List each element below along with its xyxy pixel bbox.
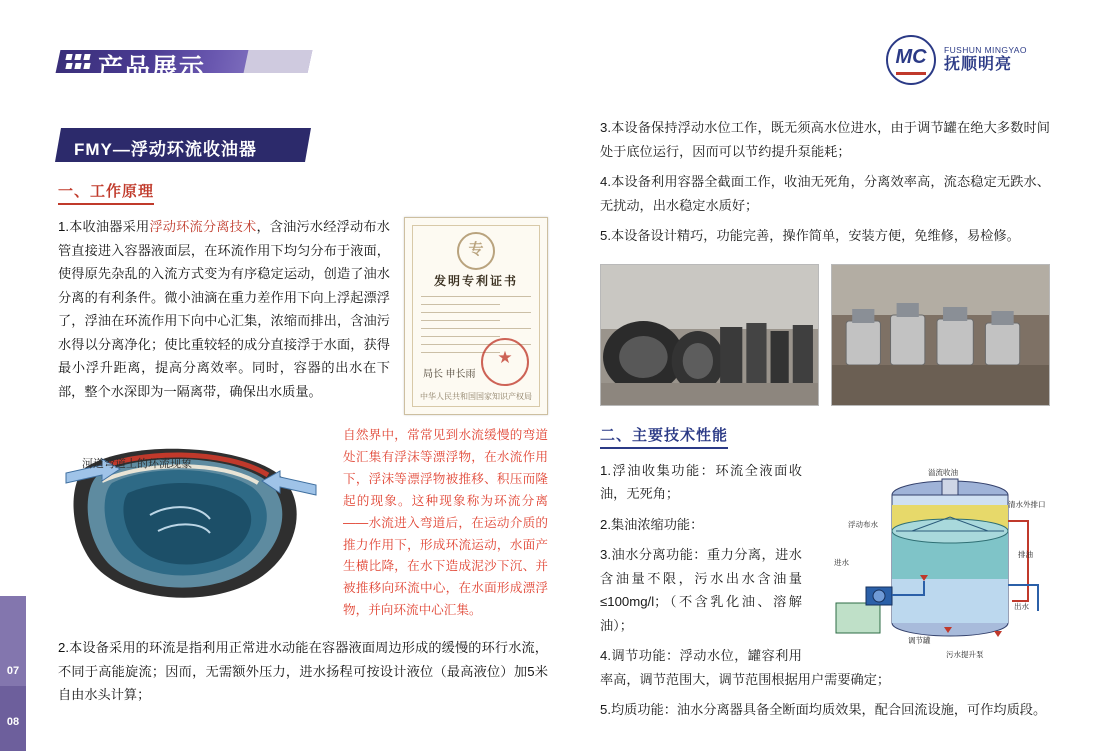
svg-text:污水提升泵: 污水提升泵 (946, 649, 984, 659)
svg-text:清水外排口: 清水外排口 (1008, 499, 1046, 509)
paragraph-1-prefix: 1.本收油器采用 (58, 219, 150, 234)
tech-point-3: 3.本设备保持浮动水位工作，既无须高水位进水，由于调节罐在绝大多数时间处于底位运行，因而可以节约提升泵能耗； (600, 120, 1050, 159)
section-heading-tech-performance-text: 二、主要技术性能 (600, 424, 728, 449)
logo-mark-icon (886, 35, 936, 85)
header-banner (58, 40, 310, 82)
header-banner-bar-light (244, 50, 313, 73)
right-column (600, 116, 1050, 729)
paragraph-1-rest: ，含油污水经浮动布水管直接进入容器液面层，在环流作用下均匀分布于液面，使得原先杂乱的入流方式变为有序稳定运动，创造了油水分离的有利条件。微小油滴在重力差作用下向上浮起漂浮了，浮油在环流作用下向中心汇集，浓缩而排出，含油污水得以分离净化；使比重较轻的成分直接浮于水面，获得最小浮升距离，提高分离效率。同时，容器的出水在下部，整个水深即为一隔离带，确保出水质量。 (58, 219, 390, 399)
riverbend-illustration (58, 423, 328, 613)
paragraph-1-highlight: 浮动环流分离技术 (149, 219, 257, 234)
paragraph-2: 2.本设备采用的环流是指利用正常进水动能在容器液面周边形成的缓慢的环行水流，不同于高能旋流；因而，无需额外压力，进水扬程可按设计液位（最高液位）加5米自由水头计算； (58, 640, 548, 703)
logo-text (944, 45, 1027, 76)
certificate-seal-icon (481, 338, 529, 386)
page-edge-strip (0, 0, 26, 751)
svg-text:进水: 进水 (834, 557, 849, 567)
svg-text:溢流收油: 溢流收油 (928, 467, 958, 477)
tank-schematic (812, 461, 1050, 666)
photo-pipes-art (601, 265, 818, 405)
svg-text:排油: 排油 (1018, 549, 1033, 559)
tank-schematic-svg (812, 461, 1050, 666)
logo-chinese: 抚顺明亮 (944, 56, 1013, 74)
certificate-emblem-icon: 专 (457, 232, 495, 270)
section-heading-tech-performance (600, 424, 1050, 449)
photo-gallery (600, 264, 1050, 406)
certificate-signature: 局长 申长雨 (423, 369, 476, 380)
svg-text:调节罐: 调节罐 (908, 635, 931, 645)
tech-points-top (600, 116, 1050, 248)
photo-equipment (831, 264, 1050, 406)
tech-point-5: 5.本设备设计精巧，功能完善，操作简单，安装方便，免维修，易检修。 (600, 228, 1020, 243)
photo-equipment-art (832, 265, 1049, 405)
company-logo (886, 34, 1056, 86)
riverbend-svg (58, 423, 328, 613)
certificate-issuer: 中华人民共和国国家知识产权局 (420, 392, 532, 401)
patent-certificate (404, 217, 548, 415)
logo-mark-letters: MC (895, 46, 927, 68)
tech-point-4: 4.本设备利用容器全截面工作，收油无死角，分离效率高，流态稳定无跌水、无扰动，出水稳定水质好； (600, 174, 1050, 213)
svg-text:出水: 出水 (1014, 601, 1029, 611)
svg-text:浮动布水: 浮动布水 (848, 519, 878, 529)
page-number-07: 07 (6, 665, 20, 677)
section-heading-working-principle (58, 180, 548, 205)
perf-point-4: 4.调节功能：浮动水位，罐容利用率高，调节范围大，调节范围根据用户需要确定； (600, 648, 891, 687)
header-decor-dots-icon (66, 54, 92, 70)
photo-pipes (600, 264, 819, 406)
edge-block-top (0, 0, 26, 596)
product-title-plate (58, 128, 308, 162)
product-title: FMY—浮动环流收油器 (74, 140, 257, 159)
left-column (58, 128, 548, 715)
header-title: 产品展示 (98, 53, 207, 82)
illustration-caption: 河道弯道上的环流现象 (82, 458, 192, 470)
page-number-08: 08 (6, 716, 20, 728)
section-heading-working-principle-text: 一、工作原理 (58, 180, 154, 205)
perf-point-5: 5.均质功能：油水分离器具备全断面均质效果，配合回流设施，可作均质段。 (600, 702, 1047, 717)
perf-point-3: 3.油水分离功能：重力分离，进水含油量不限，污水出水含油量≤100mg/l；（不含乳化油、溶解油）； (600, 547, 802, 633)
perf-point-1: 1.浮油收集功能：环流全液面收油，无死角； (600, 462, 802, 501)
logo-english: FUSHUN MINGYAO (944, 44, 1027, 55)
patent-certificate-figure (404, 217, 548, 415)
logo-mark-bar (896, 72, 926, 75)
certificate-title: 发明专利证书 (433, 274, 518, 288)
red-annotation-text: 自然界中，常常见到水流缓慢的弯道处汇集有浮沫等漂浮物，在水流作用下，浮沫等漂浮物被推移、积压而隆起的现象。这种现象称为环流分离——水流进入弯道后，在运动介质的推力作用下，形成环流运动，水面产生横比降，在水下造成泥沙下沉、并被推移向环流中心，在水面形成漂浮物，并向环流中心汇集。 (343, 428, 548, 618)
perf-point-2: 2.集油浓缩功能： (600, 516, 704, 532)
